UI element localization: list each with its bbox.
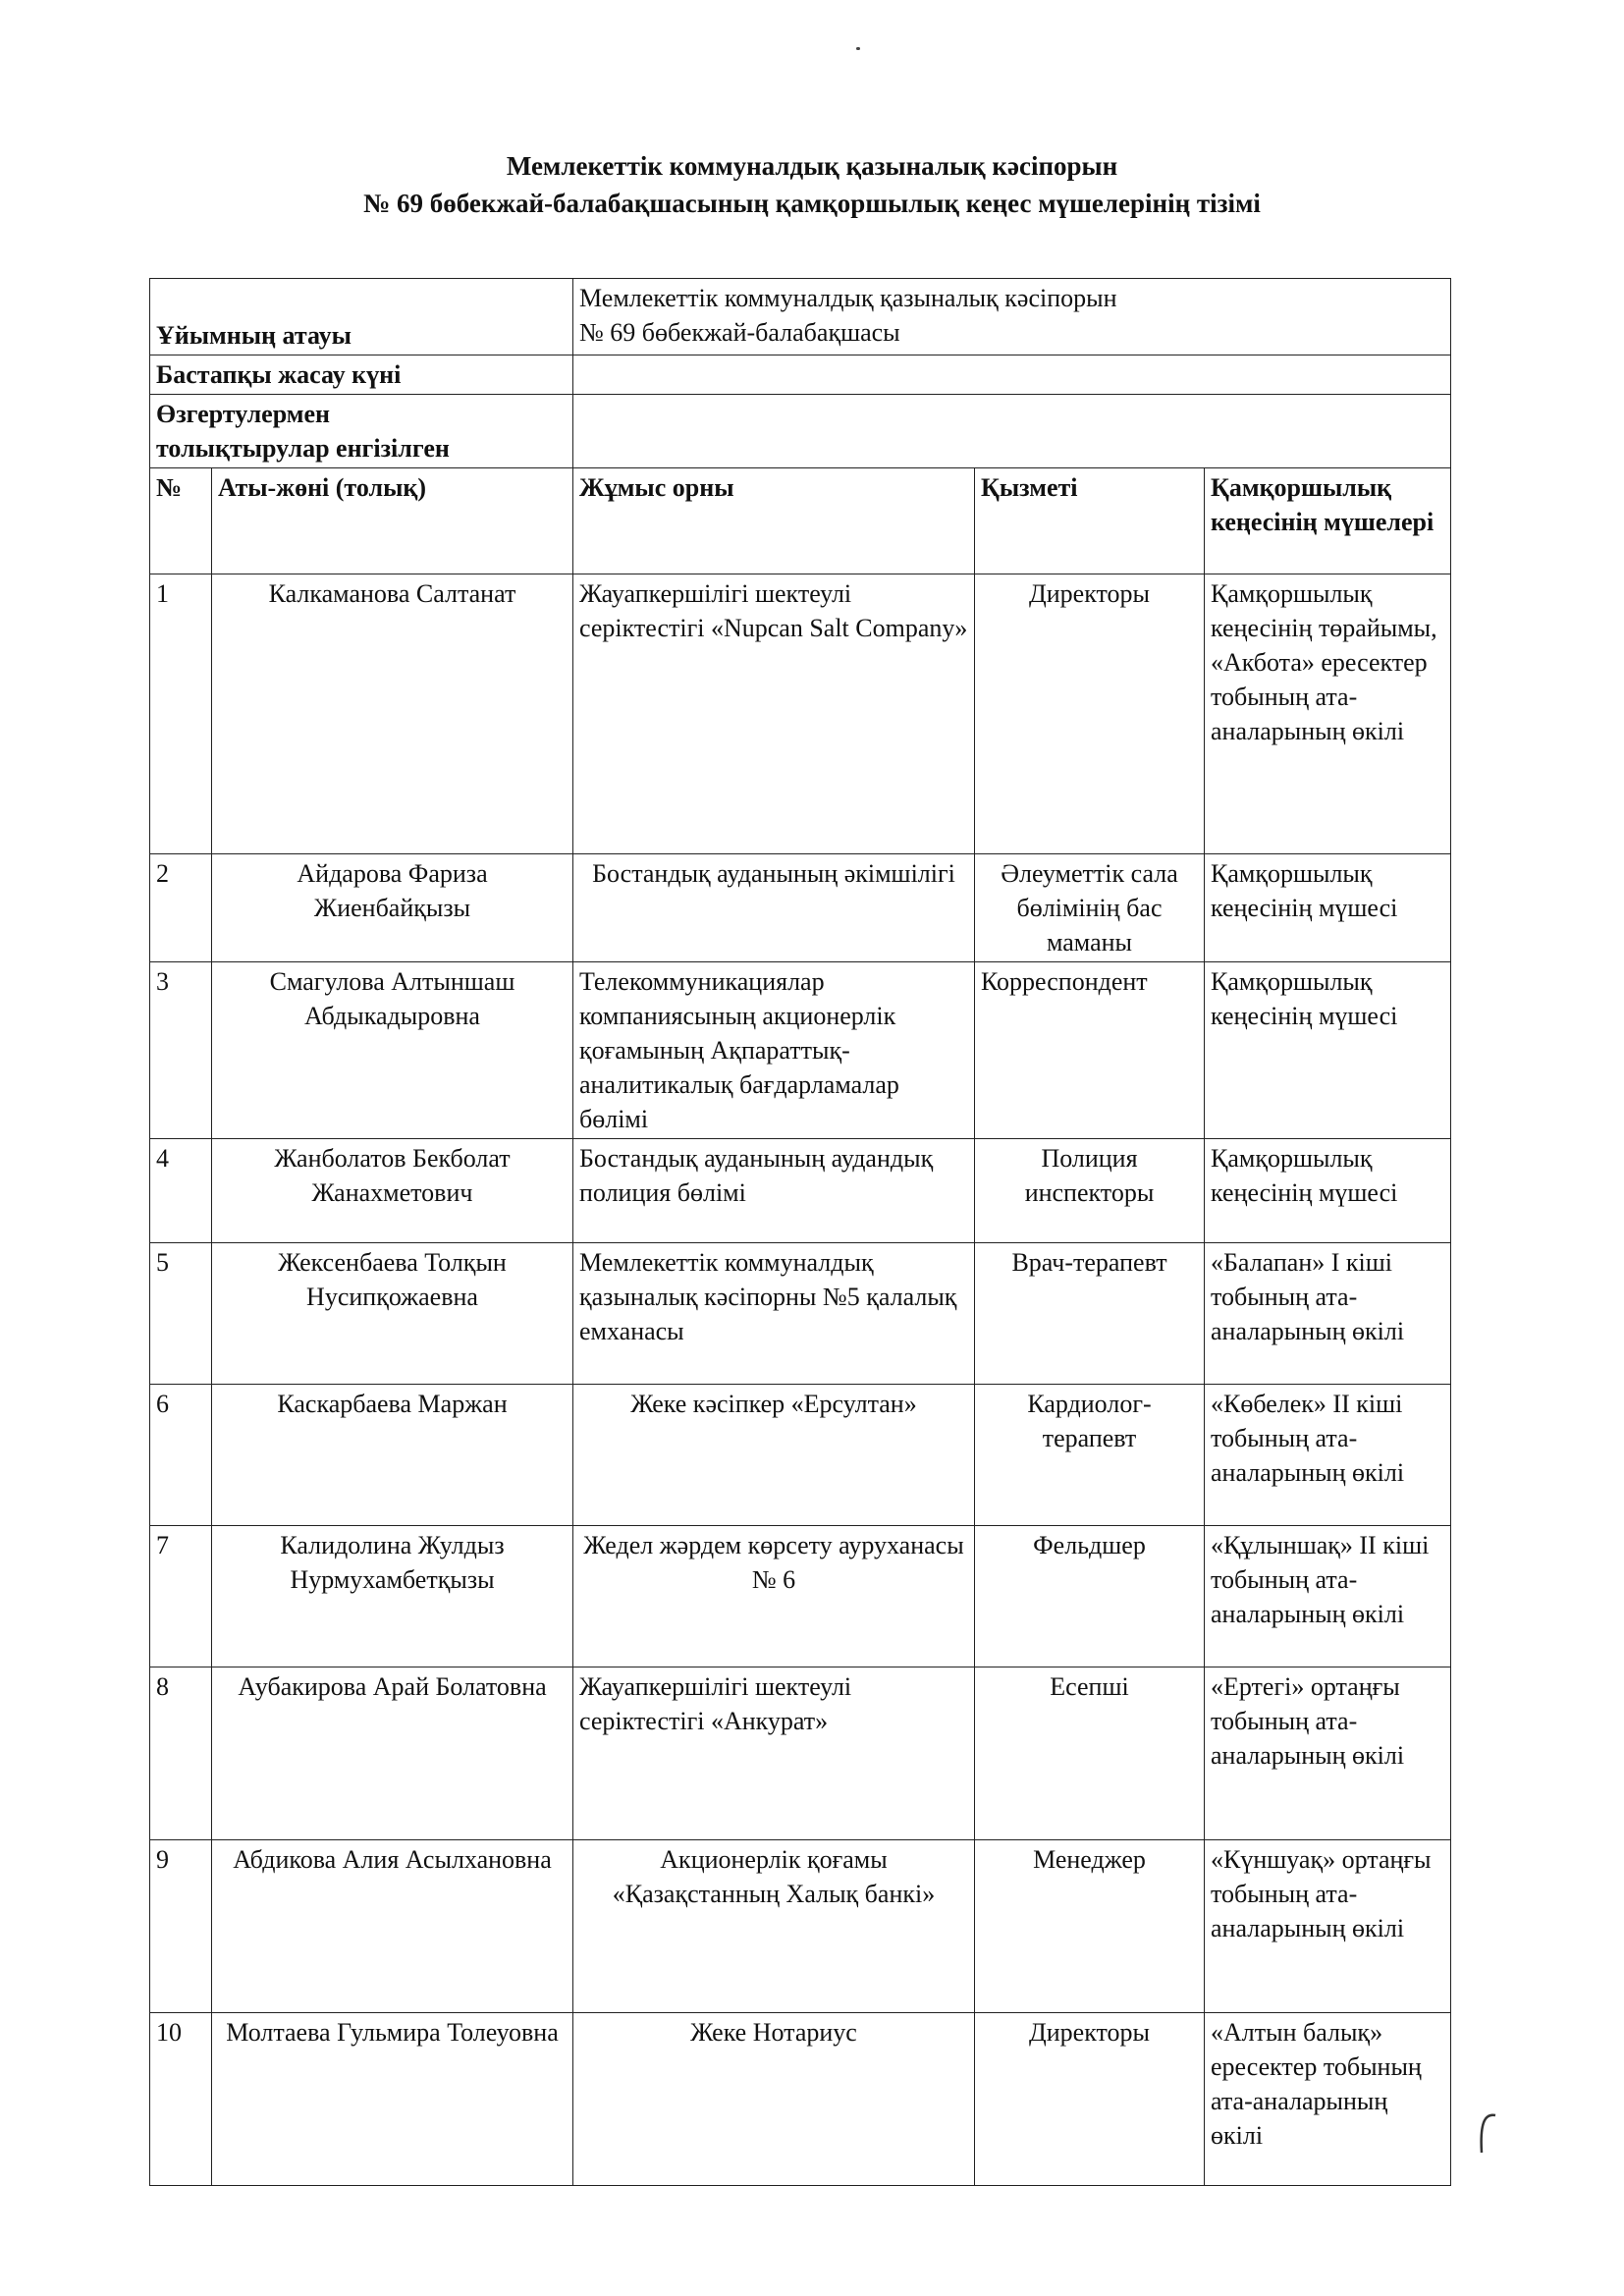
cell-work: Жеке кәсіпкер «Ерсултан» (573, 1385, 975, 1526)
cell-num: 10 (150, 2013, 212, 2186)
changes-label (150, 395, 573, 468)
cell-name: Калидолина Жулдыз Нурмухамбетқызы (212, 1526, 573, 1667)
cell-num: 4 (150, 1139, 212, 1243)
cell-num: 8 (150, 1667, 212, 1840)
cell-position: Корреспондент (975, 962, 1205, 1139)
title-line-1: Мемлекеттік коммуналдық қазыналық кәсіпорын (506, 151, 1118, 181)
cell-num: 5 (150, 1243, 212, 1385)
org-name-label: Ұйымның атауы (150, 279, 573, 355)
org-name-row (150, 279, 1451, 355)
cell-position: Директоры (975, 2013, 1205, 2186)
cell-num: 1 (150, 574, 212, 854)
cell-name: Жексенбаева Толқын Нусипқожаевна (212, 1243, 573, 1385)
table-row (150, 1526, 1451, 1667)
cell-role: Қамқоршылық кеңесінің мүшесі (1205, 854, 1451, 962)
org-name-value-line-1: Мемлекеттік коммуналдық қазыналық кәсіпорын (579, 284, 1117, 312)
created-date-value (573, 355, 1451, 395)
table-row (150, 962, 1451, 1139)
org-name-value-line-2: № 69 бөбекжай-балабақшасы (579, 318, 900, 347)
cell-work: Мемлекеттік коммуналдық қазыналық кәсіпорны №5 қалалық емханасы (573, 1243, 975, 1385)
cell-role: «Көбелек» ІІ кіші тобының ата-аналарының өкілі (1205, 1385, 1451, 1526)
cell-position: Врач-терапевт (975, 1243, 1205, 1385)
cell-position: Әлеуметтік сала бөлімінің бас маманы (975, 854, 1205, 962)
cell-position: Есепші (975, 1667, 1205, 1840)
cell-work: Телекоммуникациялар компаниясының акционерлік қоғамының Ақпараттық-аналитикалық бағдарламалар бөлімі (573, 962, 975, 1139)
cell-role: «Балапан» І кіші тобының ата-аналарының өкілі (1205, 1243, 1451, 1385)
cell-work: Бостандық ауданының әкімшілігі (573, 854, 975, 962)
cell-num: 7 (150, 1526, 212, 1667)
cell-num: 2 (150, 854, 212, 962)
cell-role: Қамқоршылық кеңесінің төрайымы, «Акбота» ересектер тобының ата-аналарының өкілі (1205, 574, 1451, 854)
changes-row (150, 395, 1451, 468)
changes-label-line-1: Өзгертулермен (156, 400, 330, 428)
cell-role: Қамқоршылық кеңесінің мүшесі (1205, 962, 1451, 1139)
cell-position: Менеджер (975, 1840, 1205, 2013)
created-date-label: Бастапқы жасау күні (150, 355, 573, 395)
cell-num: 3 (150, 962, 212, 1139)
changes-value (573, 395, 1451, 468)
cell-name: Аубакирова Арай Болатовна (212, 1667, 573, 1840)
cell-work: Жеке Нотариус (573, 2013, 975, 2186)
cell-role: «Ертегі» ортаңғы тобының ата-аналарының өкілі (1205, 1667, 1451, 1840)
table-row (150, 1243, 1451, 1385)
table-row (150, 1840, 1451, 2013)
cell-work: Жауапкершілігі шектеулі серіктестігі «Анкурат» (573, 1667, 975, 1840)
created-date-row (150, 355, 1451, 395)
table-row (150, 1139, 1451, 1243)
column-header-row (150, 468, 1451, 574)
cell-name: Смагулова Алтыншаш Абдыкадыровна (212, 962, 573, 1139)
col-header-role: Қамқоршылық кеңесінің мүшелері (1205, 468, 1451, 574)
cell-role: «Құлыншақ» ІІ кіші тобының ата-аналарының өкілі (1205, 1526, 1451, 1667)
cell-role: «Күншуақ» ортаңғы тобының ата-аналарының өкілі (1205, 1840, 1451, 2013)
cell-num: 6 (150, 1385, 212, 1526)
changes-label-line-2: толықтырулар енгізілген (156, 434, 450, 463)
cell-position: Кардиолог-терапевт (975, 1385, 1205, 1526)
org-name-value (573, 279, 1451, 355)
cell-role: Қамқоршылық кеңесінің мүшесі (1205, 1139, 1451, 1243)
col-header-work: Жұмыс орны (573, 468, 975, 574)
page-title (0, 147, 1624, 222)
col-header-num: № (150, 468, 212, 574)
title-line-2: № 69 бөбекжай-балабақшасының қамқоршылық кеңес мүшелерінің тізімі (363, 189, 1261, 218)
table-row (150, 1385, 1451, 1526)
cell-work: Жауапкершілігі шектеулі серіктестігі «Nupcan Salt Company» (573, 574, 975, 854)
cell-name: Айдарова Фариза Жиенбайқызы (212, 854, 573, 962)
cell-name: Каскарбаева Маржан (212, 1385, 573, 1526)
cell-work: Акционерлік қоғамы «Қазақстанның Халық банкі» (573, 1840, 975, 2013)
scan-speck (856, 47, 860, 50)
table-row (150, 2013, 1451, 2186)
members-table (149, 278, 1451, 2186)
col-header-name: Аты-жөні (толық) (212, 468, 573, 574)
cell-num: 9 (150, 1840, 212, 2013)
cell-work: Жедел жәрдем көрсету ауруханасы № 6 (573, 1526, 975, 1667)
table-row (150, 574, 1451, 854)
table-row (150, 1667, 1451, 1840)
cell-name: Молтаева Гульмира Толеуовна (212, 2013, 573, 2186)
cell-name: Абдикова Алия Асылхановна (212, 1840, 573, 2013)
table-row (150, 854, 1451, 962)
cell-position: Полиция инспекторы (975, 1139, 1205, 1243)
cell-position: Директоры (975, 574, 1205, 854)
cell-name: Жанболатов Бекболат Жанахметович (212, 1139, 573, 1243)
cell-work: Бостандық ауданының аудандық полиция бөлімі (573, 1139, 975, 1243)
cell-position: Фельдшер (975, 1526, 1205, 1667)
col-header-position: Қызметі (975, 468, 1205, 574)
pen-mark (1476, 2111, 1499, 2157)
cell-role: «Алтын балық» ересектер тобының ата-аналарының өкілі (1205, 2013, 1451, 2186)
cell-name: Калкаманова Салтанат (212, 574, 573, 854)
